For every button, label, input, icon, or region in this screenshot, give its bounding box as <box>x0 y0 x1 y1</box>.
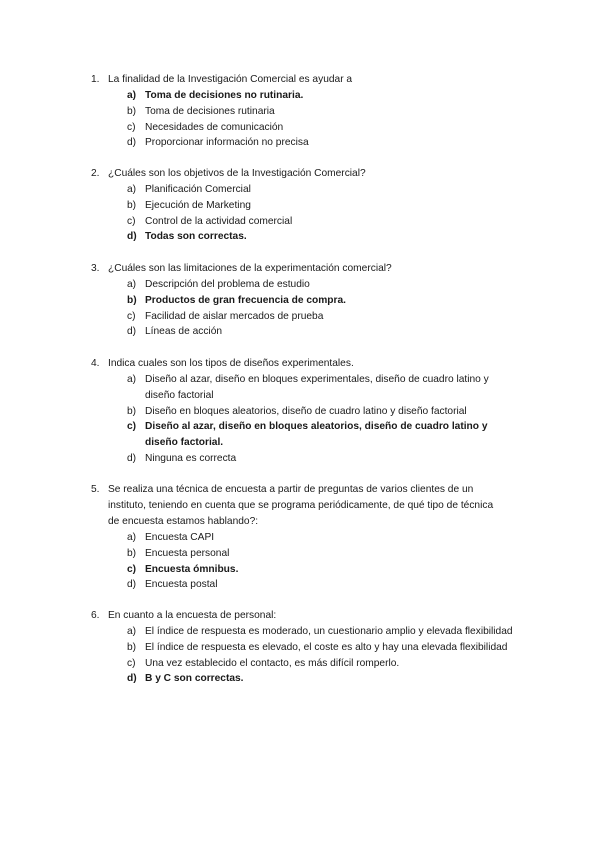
option-letter: a) <box>127 279 137 290</box>
option-letter: b) <box>127 105 137 117</box>
option-b <box>0 198 600 214</box>
option-letter: c) <box>127 215 136 227</box>
option-text: Encuesta ómnibus. <box>145 563 239 575</box>
question-line <box>0 72 600 88</box>
option-a <box>0 372 600 404</box>
question-4 <box>0 356 600 467</box>
option-a <box>0 624 600 640</box>
option-letter: d) <box>127 231 137 243</box>
option-text: Diseño en bloques aleatorios, diseño de cuadro latino y diseño factorial <box>145 405 467 417</box>
option-d <box>0 451 600 467</box>
option-text: El índice de respuesta es elevado, el coste es alto y hay una elevada flexibilidad <box>145 641 508 653</box>
option-d <box>0 671 600 687</box>
question-number: 5. <box>91 484 100 495</box>
option-letter: b) <box>127 294 137 306</box>
option-letter: c) <box>127 421 137 433</box>
option-letter: d) <box>127 137 137 149</box>
option-text: Facilidad de aislar mercados de prueba <box>145 310 324 322</box>
option-text: Toma de decisiones no rutinaria. <box>145 90 304 101</box>
question-text: instituto, teniendo en cuenta que se programa periódicamente, de qué tipo de técnica <box>108 500 494 511</box>
option-letter: c) <box>127 121 136 133</box>
option-letter: d) <box>127 579 137 591</box>
question-line <box>0 166 600 182</box>
option-d <box>0 324 600 340</box>
question-1 <box>0 72 600 151</box>
option-text: El índice de respuesta es moderado, un cuestionario amplio y elevada flexibilidad <box>145 626 513 637</box>
option-text: Diseño al azar, diseño en bloques experimentales, diseño de cuadro latino y diseño factorial <box>145 374 489 401</box>
option-c <box>0 419 600 451</box>
option-text: Diseño al azar, diseño en bloques aleatorios, diseño de cuadro latino y diseño factorial. <box>145 421 488 449</box>
option-text: Una vez establecido el contacto, es más difícil romperlo. <box>145 657 400 669</box>
option-b <box>0 293 600 309</box>
option-a <box>0 88 600 104</box>
option-c <box>0 309 600 325</box>
option-letter: b) <box>127 405 137 417</box>
option-letter: d) <box>127 673 137 685</box>
option-c <box>0 214 600 230</box>
option-letter: c) <box>127 310 136 322</box>
question-line <box>0 261 600 277</box>
option-a <box>0 277 600 293</box>
option-b <box>0 546 600 562</box>
option-text: Planificación Comercial <box>145 184 251 195</box>
option-letter: d) <box>127 326 137 338</box>
option-letter: c) <box>127 657 136 669</box>
question-number: 4. <box>91 358 100 369</box>
option-c <box>0 120 600 136</box>
option-letter: d) <box>127 452 137 464</box>
option-letter: b) <box>127 199 137 211</box>
option-letter: a) <box>127 626 137 637</box>
question-number: 6. <box>91 610 100 621</box>
option-text: Toma de decisiones rutinaria <box>145 105 275 117</box>
question-line <box>0 608 600 624</box>
option-b <box>0 640 600 656</box>
option-text: Proporcionar información no precisa <box>145 137 309 149</box>
question-number: 2. <box>91 168 100 179</box>
option-b <box>0 104 600 120</box>
option-letter: a) <box>127 184 137 195</box>
option-d <box>0 577 600 593</box>
option-a <box>0 530 600 546</box>
question-text: La finalidad de la Investigación Comercial es ayudar a <box>108 74 353 85</box>
option-letter: a) <box>127 90 137 101</box>
option-d <box>0 229 600 245</box>
option-text: Líneas de acción <box>145 326 223 338</box>
option-letter: c) <box>127 563 137 575</box>
option-c <box>0 656 600 672</box>
question-line <box>0 514 600 530</box>
option-a <box>0 182 600 198</box>
option-text: Control de la actividad comercial <box>145 215 293 227</box>
option-text: B y C son correctas. <box>145 673 244 685</box>
option-letter: b) <box>127 547 137 559</box>
option-text: Encuesta CAPI <box>145 532 215 543</box>
question-text: Indica cuales son los tipos de diseños experimentales. <box>108 358 354 369</box>
option-letter: a) <box>127 532 137 543</box>
question-text: de encuesta estamos hablando?: <box>108 516 259 527</box>
question-6 <box>0 608 600 687</box>
option-d <box>0 135 600 151</box>
question-3 <box>0 261 600 340</box>
option-text: Ninguna es correcta <box>145 452 237 464</box>
question-text: Se realiza una técnica de encuesta a partir de preguntas de varios clientes de un <box>108 484 474 495</box>
option-c <box>0 562 600 578</box>
question-text: ¿Cuáles son las limitaciones de la experimentación comercial? <box>108 263 392 274</box>
question-text: ¿Cuáles son los objetivos de la Investigación Comercial? <box>108 168 366 179</box>
option-text: Necesidades de comunicación <box>145 121 284 133</box>
question-5 <box>0 482 600 593</box>
option-text: Productos de gran frecuencia de compra. <box>145 294 346 306</box>
question-number: 3. <box>91 263 100 274</box>
option-b <box>0 404 600 420</box>
option-text: Ejecución de Marketing <box>145 199 251 211</box>
question-text: En cuanto a la encuesta de personal: <box>108 610 277 621</box>
option-letter: b) <box>127 641 137 653</box>
option-text: Encuesta postal <box>145 579 218 591</box>
option-text: Encuesta personal <box>145 547 230 559</box>
question-line <box>0 482 600 498</box>
question-line <box>0 498 600 514</box>
option-text: Todas son correctas. <box>145 231 247 243</box>
option-text: Descripción del problema de estudio <box>145 279 310 290</box>
option-letter: a) <box>127 374 137 385</box>
question-line <box>0 356 600 372</box>
question-number: 1. <box>91 74 100 85</box>
question-2 <box>0 166 600 245</box>
